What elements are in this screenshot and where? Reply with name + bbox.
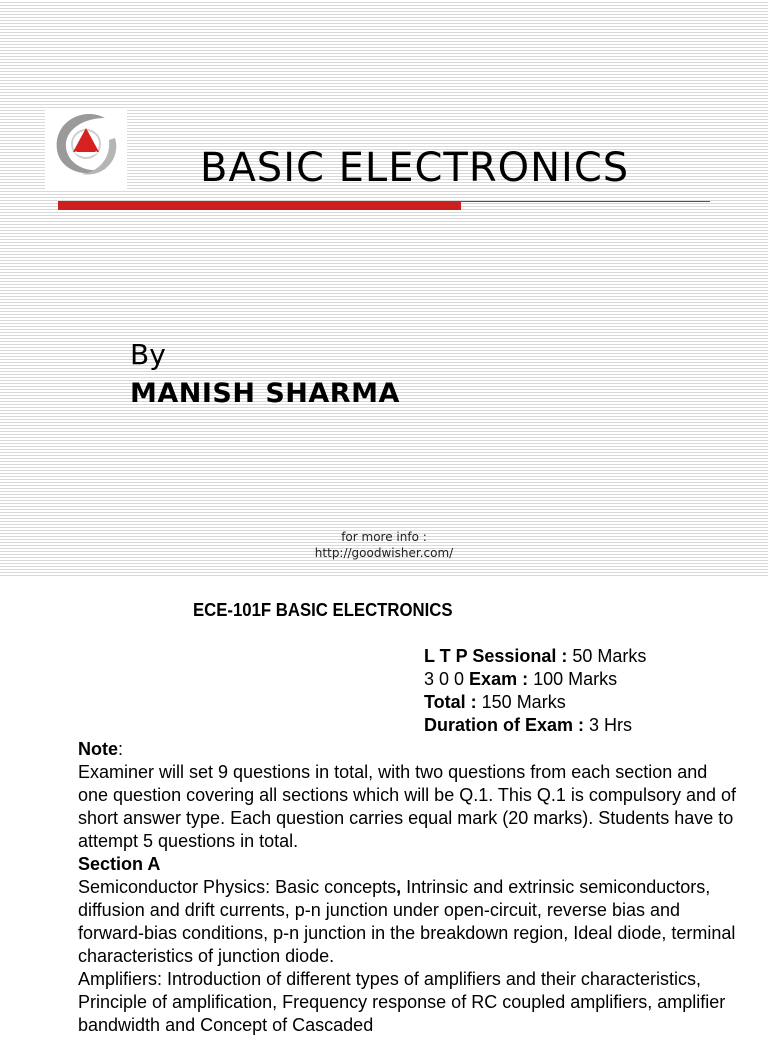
circular-swoosh-logo-icon bbox=[45, 108, 127, 190]
marks-value: 100 Marks bbox=[528, 669, 618, 689]
syllabus-body bbox=[78, 738, 738, 1037]
course-title: ECE-101F BASIC ELECTRONICS bbox=[193, 600, 453, 620]
more-info bbox=[0, 529, 768, 561]
marks-label: Exam : bbox=[469, 669, 529, 689]
slide-title: BASIC ELECTRONICS bbox=[200, 145, 630, 191]
more-info-label: for more info : bbox=[341, 530, 427, 544]
marks-row bbox=[424, 668, 646, 691]
logo bbox=[45, 108, 127, 190]
note-text: Examiner will set 9 questions in total, with two questions from each section and one question covering all sections which will be Q.1. This Q.1 is compulsory and of short answer type. Each question carries equal mark (20 marks). Students have to attempt 5 questions in total. bbox=[78, 762, 736, 851]
section-a-text-2: Intrinsic and extrinsic semiconductors, diffusion and drift currents, p-n junction under open-circuit, reverse bias and forward-bias conditions, p-n junction in the breakdown region, Ideal diode, terminal characteristics of junction diode. bbox=[78, 877, 736, 966]
marks-row bbox=[424, 691, 646, 714]
amplifiers-text: Amplifiers: Introduction of different types of amplifiers and their characteristics, Principle of amplification, Frequency response of RC coupled amplifiers, amplifier bandwidth and Concept of Cascaded bbox=[78, 969, 726, 1035]
marks-row bbox=[424, 645, 646, 668]
by-label: By bbox=[130, 338, 166, 371]
note-heading-line bbox=[78, 738, 738, 761]
section-a-heading: Section A bbox=[78, 854, 161, 874]
marks-block bbox=[424, 645, 646, 737]
marks-row bbox=[424, 714, 646, 737]
more-info-link[interactable]: http://goodwisher.com/ bbox=[314, 546, 454, 560]
document-page bbox=[0, 576, 768, 1035]
marks-prefix: 3 0 0 bbox=[424, 669, 470, 689]
marks-value: 3 Hrs bbox=[584, 715, 633, 735]
title-divider-bar bbox=[58, 202, 461, 210]
marks-value: 50 Marks bbox=[567, 646, 647, 666]
marks-prefix: L T P bbox=[424, 646, 473, 666]
note-heading: Note bbox=[78, 739, 118, 759]
marks-label: Total : bbox=[424, 692, 477, 712]
section-a-comma: , bbox=[396, 877, 402, 897]
section-a-text-1: Semiconductor Physics: Basic concepts bbox=[78, 877, 397, 897]
author-name: MANISH SHARMA bbox=[130, 378, 400, 409]
marks-value: 150 Marks bbox=[476, 692, 566, 712]
note-colon: : bbox=[118, 739, 124, 759]
marks-label: Duration of Exam : bbox=[424, 715, 585, 735]
marks-label: Sessional : bbox=[472, 646, 568, 666]
section-a-text bbox=[78, 876, 738, 968]
